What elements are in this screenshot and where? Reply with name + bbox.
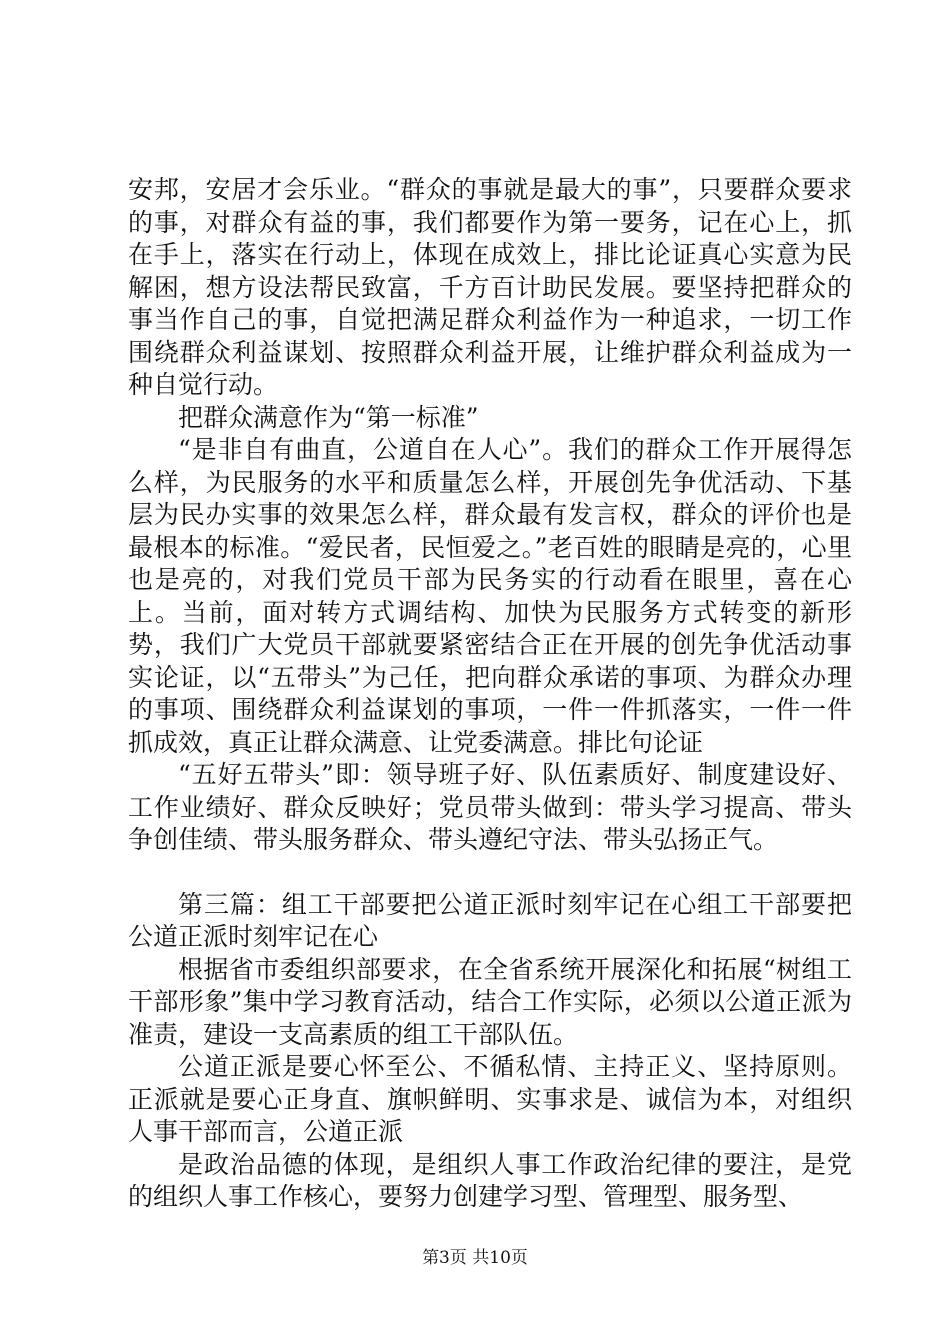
paragraph-8: 是政治品德的体现，是组织人事工作政治纪律的要注，是党的组织人事工作核心，要努力创建学习型、管理型、服务型、 [128,1149,852,1211]
section-heading-3: 第三篇：组工干部要把公道正派时刻牢记在心组工干部要把公道正派时刻牢记在心 [128,889,852,951]
paragraph-2-heading: 把群众满意作为“第一标准” [178,402,479,432]
paragraph-spacer [128,857,852,889]
page-footer: 第3页 共10页 [422,1248,528,1268]
document-body [128,174,852,1214]
paragraph-6: 根据省市委组织部要求，在全省系统开展深化和拓展“树组工干部形象”集中学习教育活动，结合工作实际，必须以公道正派为准责，建设一支高素质的组工干部队伍。 [128,954,852,1049]
paragraph-3: “是非自有曲直，公道自在人心”。我们的群众工作开展得怎么样，为民服务的水平和质量怎么样，开展创先争优活动、下基层为民办实事的效果怎么样，群众最有发言权，群众的评价也是最根本的标准。“爱民者，民恒爱之。”老百姓的眼睛是亮的，心里也是亮的，对我们党员干部为民务实的行动看在眼里，喜在心上。当前，面对转方式调结构、加快为民服务方式转变的新形势，我们广大党员干部就要紧密结合正在开展的创先争优活动事实论证，以“五带头”为己任，把向群众承诺的事项、为群众办理的事项、围绕群众利益谋划的事项，一件一件抓落实，一件一件抓成效，真正让群众满意、让党委满意。排比句论证 [128,435,852,757]
paragraph-1: 安邦，安居才会乐业。“群众的事就是最大的事”，只要群众要求的事，对群众有益的事，我们都要作为第一要务，记在心上，抓在手上，落实在行动上，体现在成效上，排比论证真心实意为民解困，想方设法帮民致富，千方百计助民发展。要坚持把群众的事当作自己的事，自觉把满足群众利益作为一种追求，一切工作围绕群众利益谋划、按照群众利益开展，让维护群众利益成为一种自觉行动。 [128,175,852,399]
paragraph-4: “五好五带头”即：领导班子好、队伍素质好、制度建设好、工作业绩好、群众反映好；党员带头做到：带头学习提高、带头争创佳绩、带头服务群众、带头遵纪守法、带头弘扬正气。 [128,760,852,854]
paragraph-7: 公道正派是要心怀至公、不循私情、主持正义、坚持原则。正派就是要心正身直、旗帜鲜明、实事求是、诚信为本，对组织人事干部而言，公道正派 [128,1052,852,1146]
